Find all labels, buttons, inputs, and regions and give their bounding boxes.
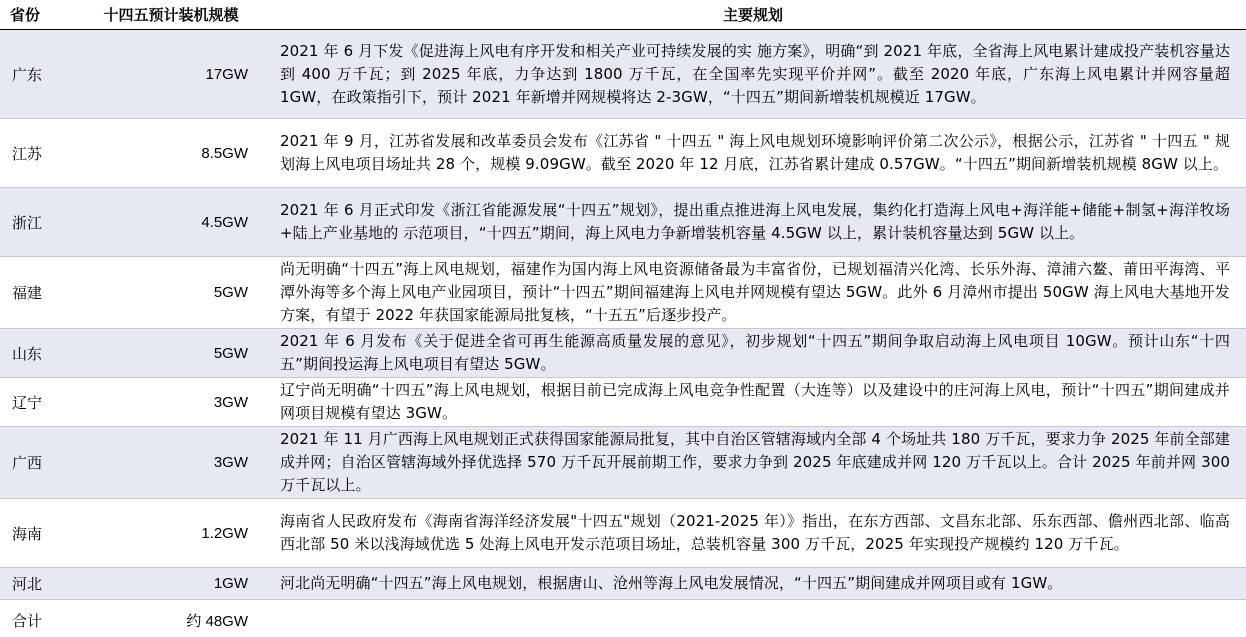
plan-cell: 尚无明确“十四五”海上风电规划，福建作为国内海上风电资源储备最为丰富省份，已规划福清兴化湾、长乐外海、漳浦六鳌、莆田平海湾、平潭外海等多个海上风电产业园项目，预计“十四五”期间福建海上风电并网规模有望达 5GW。此外 6 月漳州市提出 50GW 海上风电大基地开发方案，有望于 2022 年获国家能源局批复核，“十五五”后逐步投产。: [260, 257, 1246, 329]
table-row: [0, 568, 1246, 600]
plan-cell: 河北尚无明确“十四五”海上风电规划，根据唐山、沧州等海上风电发展情况，“十四五”期间建成并网项目或有 1GW。: [260, 568, 1246, 600]
province-cell: 辽宁: [0, 378, 82, 427]
table-row: [0, 188, 1246, 257]
capacity-cell: 5GW: [82, 257, 260, 329]
total-plan-cell: [260, 600, 1246, 637]
capacity-cell: 4.5GW: [82, 188, 260, 257]
plan-cell: 辽宁尚无明确“十四五”海上风电规划，根据目前已完成海上风电竞争性配置（大连等）以及建设中的庄河海上风电，预计“十四五”期间建成并网项目规模有望达 3GW。: [260, 378, 1246, 427]
header-row: [0, 0, 1246, 30]
plan-cell: 2021 年 11 月广西海上风电规划正式获得国家能源局批复，其中自治区管辖海域内全部 4 个场址共 180 万千瓦，要求力争 2025 年前全部建成并网；自治区管辖海域外择优选择 570 万千瓦开展前期工作，要求力争到 2025 年底建成并网 120 万千瓦以上。合计 2025 年前并网 300 万千瓦以上。: [260, 427, 1246, 499]
capacity-cell: 3GW: [82, 378, 260, 427]
province-cell: 山东: [0, 329, 82, 378]
total-label: 合计: [0, 600, 82, 637]
capacity-cell: 1GW: [82, 568, 260, 600]
table-row: [0, 30, 1246, 119]
table-row: [0, 378, 1246, 427]
header-province: 省份: [0, 0, 82, 30]
table-row: [0, 499, 1246, 568]
capacity-cell: 3GW: [82, 427, 260, 499]
capacity-cell: 1.2GW: [82, 499, 260, 568]
total-capacity: 约 48GW: [82, 600, 260, 637]
province-cell: 广西: [0, 427, 82, 499]
province-cell: 浙江: [0, 188, 82, 257]
capacity-cell: 17GW: [82, 30, 260, 119]
plan-cell: 2021 年 6 月正式印发《浙江省能源发展“十四五”规划》，提出重点推进海上风电发展，集约化打造海上风电+海洋能+储能+制氢+海洋牧场+陆上产业基地的 示范项目，“十四五”期间，海上风电力争新增装机容量 4.5GW 以上，累计装机容量达到 5GW 以上。: [260, 188, 1246, 257]
plan-cell: 2021 年 6 月发布《关于促进全省可再生能源高质量发展的意见》，初步规划“十四五”期间争取启动海上风电项目 10GW。预计山东“十四五”期间投运海上风电项目有望达 5GW。: [260, 329, 1246, 378]
province-cell: 海南: [0, 499, 82, 568]
province-cell: 广东: [0, 30, 82, 119]
plan-cell: 2021 年 6 月下发《促进海上风电有序开发和相关产业可持续发展的实 施方案》，明确“到 2021 年底，全省海上风电累计建成投产装机容量达到 400 万千瓦；到 2025 年底，力争达到 1800 万千瓦，在全国率先实现平价并网”。截至 2020 年底，广东海上风电累计并网容量超 1GW，在政策指引下，预计 2021 年新增并网规模将达 2-3GW，“十四五”期间新增装机规模近 17GW。: [260, 30, 1246, 119]
plan-cell: 2021 年 9 月，江苏省发展和改革委员会发布《江苏省 " 十四五 " 海上风电规划环境影响评价第二次公示》，根据公示，江苏省 " 十四五 " 规划海上风电项目场址共 28 个，规模 9.09GW。截至 2020 年 12 月底，江苏省累计建成 0.57GW。“十四五”期间新增装机规模 8GW 以上。: [260, 119, 1246, 188]
header-plan: 主要规划: [260, 0, 1246, 30]
table-row: [0, 119, 1246, 188]
table-row: [0, 257, 1246, 329]
total-row: [0, 600, 1246, 637]
province-cell: 江苏: [0, 119, 82, 188]
table-row: [0, 427, 1246, 499]
plan-cell: 海南省人民政府发布《海南省海洋经济发展"十四五"规划（2021-2025 年）》指出，在东方西部、文昌东北部、乐东西部、儋州西北部、临高西北部 50 米以浅海域优选 5 处海上风电开发示范项目场址，总装机容量 300 万千瓦，2025 年实现投产规模约 120 万千瓦。: [260, 499, 1246, 568]
header-capacity: 十四五预计装机规模: [82, 0, 260, 30]
table-row: [0, 329, 1246, 378]
province-cell: 河北: [0, 568, 82, 600]
capacity-cell: 8.5GW: [82, 119, 260, 188]
province-cell: 福建: [0, 257, 82, 329]
capacity-cell: 5GW: [82, 329, 260, 378]
